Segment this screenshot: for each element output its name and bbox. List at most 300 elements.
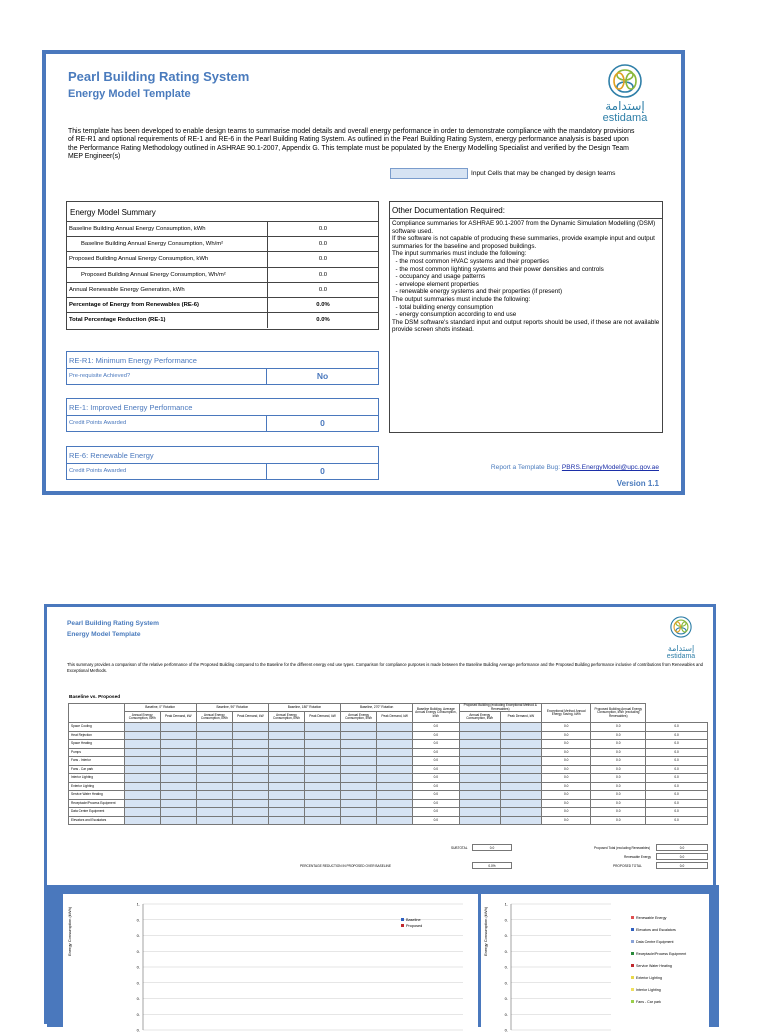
input-cell[interactable]: [500, 765, 541, 774]
legend-label: Receptacle/Process Equipment: [636, 952, 687, 956]
table-row: [69, 791, 708, 800]
legend-swatch: [631, 976, 634, 979]
re-6-heading: RE-6: Renewable Energy: [67, 447, 378, 464]
input-cell[interactable]: [500, 748, 541, 757]
computed-cell: 0.0: [542, 808, 591, 817]
re-r1-box: [66, 351, 379, 385]
legend-label: Proposed: [406, 924, 423, 928]
row-label: Fans - Interior: [69, 757, 125, 766]
sub-header: Annual Energy Consumption, kWh: [124, 712, 160, 723]
estidama-logo: [661, 615, 701, 660]
chart-a-ylabel: Energy Consumption (kWh): [67, 906, 72, 956]
input-cell-swatch: [390, 168, 468, 179]
section-heading: Baseline vs. Proposed: [69, 695, 121, 700]
table-row: [69, 808, 708, 817]
summary-row: [67, 283, 378, 298]
computed-cell: 0.0: [542, 731, 591, 740]
computed-cell: 0.0: [413, 774, 459, 783]
input-cell[interactable]: [500, 723, 541, 732]
legend-label: Fans - Car park: [636, 1000, 661, 1004]
input-cell[interactable]: [500, 808, 541, 817]
input-cell[interactable]: [232, 731, 268, 740]
input-cell[interactable]: [160, 782, 196, 791]
proposed-total-value: 0.0: [656, 862, 708, 869]
input-cell[interactable]: [232, 748, 268, 757]
input-cell[interactable]: [268, 748, 304, 757]
summary-value: 0.0%: [316, 301, 330, 308]
computed-cell: 0.0: [542, 757, 591, 766]
input-cell[interactable]: [196, 731, 232, 740]
input-cell[interactable]: [124, 748, 160, 757]
input-cell[interactable]: [196, 774, 232, 783]
subtotal-label: SUBTOTAL: [451, 846, 468, 850]
input-cell[interactable]: [341, 765, 377, 774]
input-cell[interactable]: [268, 799, 304, 808]
input-cell[interactable]: [160, 731, 196, 740]
input-cell[interactable]: [341, 816, 377, 825]
re-1-value: 0: [320, 418, 325, 428]
input-cell[interactable]: [160, 791, 196, 800]
legend-label: Renewable Energy: [636, 916, 667, 920]
input-cell[interactable]: [232, 740, 268, 749]
input-cell[interactable]: [196, 782, 232, 791]
input-cell[interactable]: [459, 740, 500, 749]
input-cell[interactable]: [124, 723, 160, 732]
input-cell[interactable]: [341, 740, 377, 749]
re-r1-label: Pre-requisite Achieved?: [67, 369, 267, 384]
input-cell[interactable]: [377, 774, 413, 783]
table-row: [69, 757, 708, 766]
re-r1-value: No: [316, 371, 329, 381]
y-tick-label: 0.: [136, 980, 140, 986]
row-label: Fans - Car park: [69, 765, 125, 774]
input-cell[interactable]: [500, 799, 541, 808]
computed-cell: 0.0: [542, 816, 591, 825]
renewable-energy-label: Renewable Energy: [624, 855, 651, 859]
y-tick-label: 0.: [504, 917, 508, 923]
input-cell[interactable]: [124, 808, 160, 817]
logo-arabic: إستدامة: [667, 644, 695, 653]
row-label: Pumps: [69, 748, 125, 757]
input-cell[interactable]: [232, 723, 268, 732]
input-cell[interactable]: [160, 816, 196, 825]
input-cell[interactable]: [304, 757, 340, 766]
input-cell[interactable]: [196, 799, 232, 808]
computed-cell: 0.0: [591, 799, 646, 808]
input-cell[interactable]: [304, 782, 340, 791]
input-cell[interactable]: [124, 740, 160, 749]
input-cell[interactable]: [232, 774, 268, 783]
input-cell[interactable]: [500, 731, 541, 740]
summary-value: 0.0: [318, 241, 328, 248]
legend-label: Exterior Lighting: [636, 976, 662, 980]
input-cell[interactable]: [377, 723, 413, 732]
group-header: Baseline, 90° Rotation: [196, 704, 268, 712]
computed-cell: 0.0: [646, 791, 708, 800]
input-cell[interactable]: [304, 765, 340, 774]
legend-swatch: [631, 1000, 634, 1003]
group-header: Proposed Building (excluding Exceptional Method & Renewables): [459, 704, 541, 712]
input-cell[interactable]: [377, 782, 413, 791]
table-row: [69, 731, 708, 740]
summary-row: [67, 298, 378, 313]
proposed-total-label: PROPOSED TOTAL: [613, 864, 642, 868]
input-cell[interactable]: [196, 723, 232, 732]
input-cell[interactable]: [304, 748, 340, 757]
input-cell[interactable]: [124, 816, 160, 825]
input-cell[interactable]: [341, 791, 377, 800]
legend-swatch: [631, 916, 634, 919]
input-cell[interactable]: [160, 765, 196, 774]
row-label: Service Water Heating: [69, 791, 125, 800]
y-tick-label: 0.: [504, 980, 508, 986]
energy-model-summary: [66, 201, 379, 330]
input-legend-label: Input Cells that may be changed by design teams: [471, 170, 616, 177]
legend-swatch: [631, 940, 634, 943]
computed-cell: 0.0: [591, 782, 646, 791]
re-1-label: Credit Points Awarded: [67, 416, 267, 431]
input-cell[interactable]: [124, 731, 160, 740]
input-cell[interactable]: [196, 740, 232, 749]
computed-cell: 0.0: [646, 723, 708, 732]
row-label: Receptacle/Process Equipment: [69, 799, 125, 808]
summary-label: Proposed Building Annual Energy Consumption, kWh: [67, 252, 268, 266]
table-row: [69, 765, 708, 774]
percentage-reduction-label: PERCENTAGE REDUCTION IN PROPOSED OVER BASELINE: [300, 864, 391, 868]
input-cell[interactable]: [459, 731, 500, 740]
page-title: Pearl Building Rating System: [68, 69, 250, 84]
computed-cell: 0.0: [413, 765, 459, 774]
re-6-value: 0: [320, 466, 325, 476]
y-tick-label: 0.: [136, 917, 140, 923]
summary-row: [67, 268, 378, 283]
summary-label: Percentage of Energy from Renewables (RE-6): [67, 298, 268, 312]
page2-title: Pearl Building Rating System: [67, 620, 159, 627]
proposed-excl-renewables-value: 0.0: [656, 844, 708, 851]
row-label: Exterior Lighting: [69, 782, 125, 791]
input-cell[interactable]: [268, 723, 304, 732]
computed-cell: 0.0: [542, 765, 591, 774]
y-tick-label: 0.: [504, 964, 508, 970]
legend-label: Data Centre Equipment: [636, 940, 674, 944]
input-cell[interactable]: [268, 808, 304, 817]
summary-label: Baseline Building Annual Energy Consumption, Wh/m²: [67, 237, 268, 251]
input-cell[interactable]: [160, 808, 196, 817]
sub-header: Peak Demand, kW: [500, 712, 541, 723]
input-cell[interactable]: [232, 757, 268, 766]
input-cell[interactable]: [268, 757, 304, 766]
summary-heading: Energy Model Summary: [67, 202, 378, 222]
input-cell[interactable]: [304, 731, 340, 740]
input-cell[interactable]: [304, 740, 340, 749]
input-cell[interactable]: [500, 774, 541, 783]
input-cell[interactable]: [160, 723, 196, 732]
sub-header: Peak Demand, kW: [160, 712, 196, 723]
chart-stacked-end-use: [481, 894, 709, 1034]
legend-swatch: [401, 924, 404, 927]
bug-report: [491, 464, 659, 471]
summary-value: 0.0: [318, 226, 328, 232]
input-cell[interactable]: [377, 765, 413, 774]
computed-cell: 0.0: [646, 757, 708, 766]
input-cell[interactable]: [124, 765, 160, 774]
computed-cell: 0.0: [542, 774, 591, 783]
input-cell[interactable]: [459, 816, 500, 825]
input-cell[interactable]: [232, 808, 268, 817]
computed-cell: 0.0: [591, 808, 646, 817]
y-tick-label: 0.: [136, 933, 140, 938]
input-cell[interactable]: [304, 723, 340, 732]
version-label: Version 1.1: [616, 479, 659, 488]
computed-cell: 0.0: [591, 757, 646, 766]
row-label: Heat Rejection: [69, 731, 125, 740]
logo-english: estidama: [666, 653, 696, 660]
input-cell[interactable]: [459, 757, 500, 766]
input-cell[interactable]: [341, 774, 377, 783]
computed-cell: 0.0: [591, 774, 646, 783]
legend-swatch: [631, 952, 634, 955]
input-cell[interactable]: [377, 740, 413, 749]
y-tick-label: 0.: [136, 1011, 140, 1017]
input-cell[interactable]: [341, 782, 377, 791]
estidama-emblem-icon: [606, 62, 644, 100]
input-cell[interactable]: [124, 774, 160, 783]
input-cell[interactable]: [196, 757, 232, 766]
summary-label: Baseline Building Annual Energy Consumption, kWh: [67, 222, 268, 236]
input-cell[interactable]: [500, 757, 541, 766]
y-tick-label: 0.: [136, 948, 140, 954]
input-cell[interactable]: [377, 731, 413, 740]
y-tick-label: 0.: [136, 1027, 140, 1033]
other-docs-body: Compliance summaries for ASHRAE 90.1-2007 from the Dynamic Simulation Modelling (DSM) software used. If the software is not capable of producing these summaries, provide example input and output summaries for the baseline and proposed buildings. The input summaries must include the following: - the most common HVAC systems and their properties - the most common lighting systems and their power densities and controls - occupancy and usage patterns - envelope element properties - renewable energy systems and their properties (if present) The output summaries must include the following: - total building energy consumption - energy consumption according to end use The DSM software's standard input and output reports should be used, if these are not available provide screen shots instead.: [392, 220, 660, 334]
input-cell[interactable]: [160, 757, 196, 766]
input-cell[interactable]: [341, 723, 377, 732]
sub-header: Peak Demand, kW: [304, 712, 340, 723]
intro-text: This template has been developed to enable design teams to summarise model details and overall energy performance in order to demonstrate compliance with the mandatory provisions of RE-R1 and optional requirements of RE-1 and RE-6 in the Pearl Building Rating System. As outlined in the Pearl Building Rating System, energy performance analysis is based upon the Performance Rating Methodology outlined in ASHRAE 90.1-2007, Appendix G. This template must be populated by the Energy Modelling Specialist and verified by the Design Team MEP Engineer(s): [68, 128, 635, 160]
input-cell[interactable]: [232, 791, 268, 800]
logo-arabic: إستدامة: [605, 99, 645, 113]
table-row: [69, 723, 708, 732]
input-cell[interactable]: [304, 816, 340, 825]
input-cell[interactable]: [268, 765, 304, 774]
logo-english: estidama: [602, 112, 648, 124]
input-cell[interactable]: [160, 799, 196, 808]
summary-row: [67, 222, 378, 237]
input-cell[interactable]: [459, 799, 500, 808]
y-tick-label: 0.: [504, 948, 508, 954]
computed-cell: 0.0: [413, 731, 459, 740]
table-row: [69, 816, 708, 825]
input-cell[interactable]: [268, 816, 304, 825]
input-cell[interactable]: [268, 740, 304, 749]
input-cell[interactable]: [500, 816, 541, 825]
sub-header: Annual Energy Consumption, kWh: [268, 712, 304, 723]
input-cell[interactable]: [268, 791, 304, 800]
input-cell[interactable]: [268, 782, 304, 791]
computed-cell: 0.0: [413, 791, 459, 800]
computed-cell: 0.0: [591, 791, 646, 800]
input-cell[interactable]: [377, 799, 413, 808]
input-cell[interactable]: [232, 816, 268, 825]
input-cell[interactable]: [304, 774, 340, 783]
legend-swatch: [631, 988, 634, 991]
input-cell[interactable]: [459, 748, 500, 757]
legend-label: Elevators and Escalators: [636, 928, 676, 932]
page2-intro: This summary provides a comparison of the relative performance of the Proposed Building compared to the Baseline for the different energy end use types. Comparison for compliance purposes is made between the Baseline Building Average performance and the Proposed Building performance inclusive of contributions from Renewables and Exceptional Methods.: [67, 662, 704, 673]
table-row: [69, 740, 708, 749]
summary-row: [67, 313, 378, 328]
input-cell[interactable]: [377, 816, 413, 825]
y-tick-label: 0.: [136, 996, 140, 1001]
input-cell[interactable]: [304, 791, 340, 800]
comparison-table: [68, 703, 708, 825]
input-cell[interactable]: [377, 757, 413, 766]
input-cell[interactable]: [500, 782, 541, 791]
sub-header: Peak Demand, kW: [232, 712, 268, 723]
sub-header: Annual Energy Consumption, kWh: [459, 712, 500, 723]
input-cell[interactable]: [459, 808, 500, 817]
re-1-box: [66, 398, 379, 432]
input-cell[interactable]: [304, 808, 340, 817]
input-cell[interactable]: [341, 808, 377, 817]
table-row: [69, 774, 708, 783]
re-6-box: [66, 446, 379, 480]
input-cell[interactable]: [341, 757, 377, 766]
input-cell[interactable]: [459, 765, 500, 774]
sub-header: Annual Energy Consumption, kWh: [196, 712, 232, 723]
input-cell[interactable]: [232, 782, 268, 791]
computed-cell: 0.0: [646, 765, 708, 774]
chart-b-svg: [481, 894, 709, 1034]
computed-cell: 0.0: [542, 748, 591, 757]
computed-cell: 0.0: [646, 808, 708, 817]
estidama-emblem-icon: [669, 615, 693, 639]
computed-cell: 0.0: [542, 782, 591, 791]
input-cell[interactable]: [160, 774, 196, 783]
proposed-excl-renewables-label: Proposed Total (excluding Renewables): [594, 846, 651, 850]
input-cell[interactable]: [377, 748, 413, 757]
percentage-reduction-value: 0.0%: [472, 862, 512, 869]
chart-a-svg: [63, 894, 478, 1034]
summary-value: 0.0%: [316, 317, 330, 324]
y-tick-label: 1.: [504, 901, 508, 907]
input-cell[interactable]: [196, 816, 232, 825]
input-cell[interactable]: [341, 731, 377, 740]
computed-cell: 0.0: [646, 740, 708, 749]
computed-cell: 0.0: [646, 748, 708, 757]
input-cell[interactable]: [232, 765, 268, 774]
table-row: [69, 748, 708, 757]
group-header: Baseline Building, Average Annual Energy Consumption, kWh: [413, 704, 459, 723]
computed-cell: 0.0: [413, 782, 459, 791]
row-label: Elevators and Escalators: [69, 816, 125, 825]
computed-cell: 0.0: [413, 816, 459, 825]
computed-cell: 0.0: [413, 748, 459, 757]
computed-cell: 0.0: [542, 799, 591, 808]
input-cell[interactable]: [124, 791, 160, 800]
estidama-logo: [591, 62, 659, 124]
group-header: Proposed Building Annual Energy Consumption, kWh (excluding Renewables): [591, 704, 646, 723]
input-cell[interactable]: [304, 799, 340, 808]
computed-cell: 0.0: [591, 748, 646, 757]
computed-cell: 0.0: [591, 740, 646, 749]
input-cell[interactable]: [124, 757, 160, 766]
input-cell[interactable]: [160, 740, 196, 749]
input-cell[interactable]: [459, 782, 500, 791]
input-cell[interactable]: [459, 791, 500, 800]
computed-cell: 0.0: [542, 791, 591, 800]
input-cell[interactable]: [196, 791, 232, 800]
summary-value: 0.0: [318, 256, 328, 263]
comparison-sheet: [44, 604, 716, 1033]
other-documentation: [389, 201, 663, 433]
input-cell[interactable]: [341, 748, 377, 757]
group-header: Baseline, 270° Rotation: [341, 704, 413, 712]
input-cell[interactable]: [232, 799, 268, 808]
row-label: Interior Lighting: [69, 774, 125, 783]
group-header: Exceptional Method Annual Energy Saving, kWh: [542, 704, 591, 723]
computed-cell: 0.0: [413, 757, 459, 766]
renewable-energy-value: 0.0: [656, 853, 708, 860]
computed-cell: 0.0: [646, 799, 708, 808]
input-cell[interactable]: [196, 748, 232, 757]
legend-swatch: [631, 964, 634, 967]
summary-value: 0.0: [318, 286, 328, 293]
subtotal-value: 0.0: [472, 844, 512, 851]
summary-label: Proposed Building Annual Energy Consumption, Wh/m²: [67, 268, 268, 282]
summary-label: Total Percentage Reduction (RE-1): [67, 313, 268, 328]
summary-sheet: [42, 50, 685, 495]
input-cell[interactable]: [377, 791, 413, 800]
input-cell[interactable]: [196, 765, 232, 774]
input-cell[interactable]: [341, 799, 377, 808]
computed-cell: 0.0: [413, 740, 459, 749]
group-header-row: [69, 704, 708, 712]
re-1-heading: RE-1: Improved Energy Performance: [67, 399, 378, 416]
input-cell[interactable]: [124, 782, 160, 791]
computed-cell: 0.0: [646, 731, 708, 740]
computed-cell: 0.0: [542, 740, 591, 749]
input-cell[interactable]: [459, 723, 500, 732]
y-tick-label: 0.: [504, 933, 508, 938]
table-row: [69, 799, 708, 808]
chart-b-ylabel: Energy Consumption (kWh): [483, 906, 488, 956]
bug-report-email-link[interactable]: PBRS.EnergyModel@upc.gov.ae: [561, 464, 659, 471]
input-cell[interactable]: [377, 808, 413, 817]
computed-cell: 0.0: [542, 723, 591, 732]
input-cell[interactable]: [196, 808, 232, 817]
row-label: Data Centre Equipment: [69, 808, 125, 817]
legend-swatch: [401, 918, 404, 921]
sub-header: Annual Energy Consumption, kWh: [341, 712, 377, 723]
input-cell[interactable]: [500, 740, 541, 749]
input-cell[interactable]: [124, 799, 160, 808]
sub-header: Peak Demand, kW: [377, 712, 413, 723]
summary-row: [67, 252, 378, 267]
bug-report-label: Report a Template Bug:: [490, 464, 561, 471]
y-tick-label: 1.: [136, 901, 140, 907]
computed-cell: 0.0: [591, 816, 646, 825]
input-cell[interactable]: [459, 774, 500, 783]
input-cell[interactable]: [500, 791, 541, 800]
chart-end-use-comparison: [63, 894, 478, 1034]
input-cell[interactable]: [268, 774, 304, 783]
computed-cell: 0.0: [591, 765, 646, 774]
y-tick-label: 0.: [136, 964, 140, 970]
computed-cell: 0.0: [413, 808, 459, 817]
input-cell[interactable]: [268, 731, 304, 740]
input-cell[interactable]: [160, 748, 196, 757]
